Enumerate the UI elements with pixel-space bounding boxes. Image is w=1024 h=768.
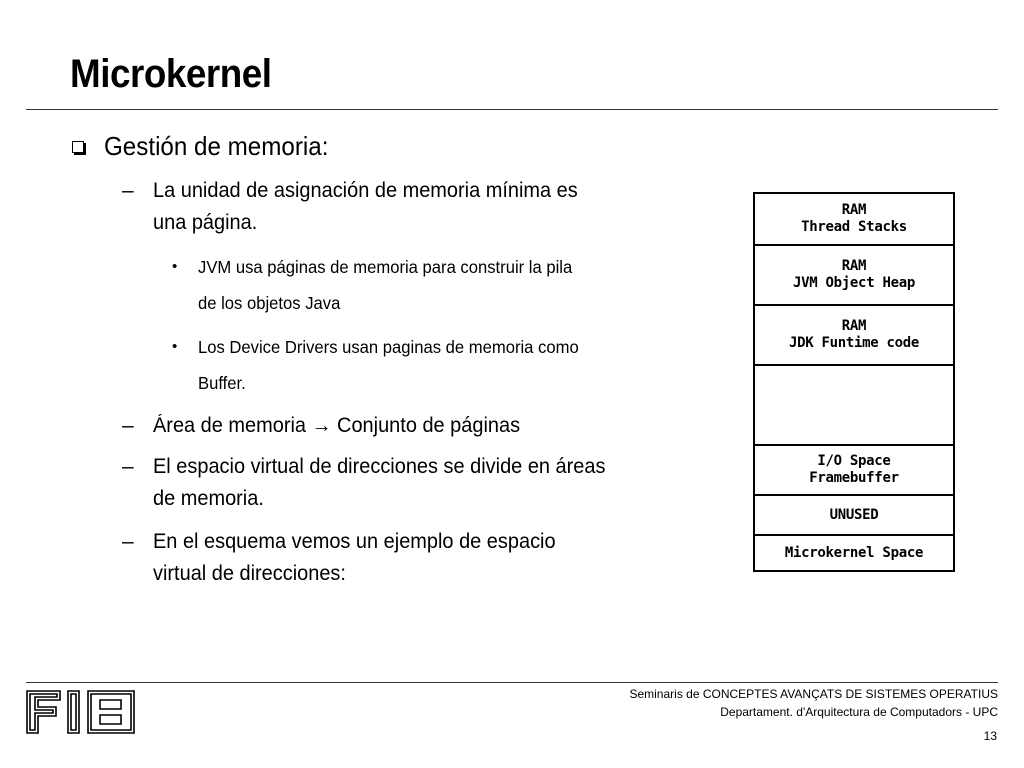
- memory-block-unused: [755, 494, 953, 534]
- dash-marker: –: [122, 179, 134, 202]
- memory-block-line: Microkernel Space: [784, 544, 924, 561]
- memory-block-line: JDK Funtime code: [788, 335, 920, 351]
- dot-item: [172, 329, 692, 401]
- dash-marker: –: [122, 414, 134, 437]
- dot-item-line: Buffer.: [198, 373, 246, 393]
- dash-item-line: El espacio virtual de direcciones se divide en áreas: [153, 455, 606, 478]
- memory-block-line: UNUSED: [829, 506, 879, 523]
- memory-block-framebuffer: [755, 444, 953, 494]
- dash-item: [122, 410, 692, 442]
- memory-block-microkernel-space: [755, 534, 953, 570]
- footer-seminar-name: Seminaris de CONCEPTES AVANÇATS DE SISTEMES OPERATIUS: [629, 687, 998, 701]
- dot-item: [172, 249, 692, 321]
- dash-item: [122, 175, 692, 239]
- dash-item-line: La unidad de asignación de memoria mínima es: [153, 179, 578, 202]
- dash-item-line: una página.: [153, 211, 258, 234]
- dot-item-line: Los Device Drivers usan paginas de memoria como: [198, 337, 579, 357]
- dot-marker: •: [172, 338, 178, 355]
- memory-map-diagram: [753, 192, 955, 572]
- fib-logo: [26, 690, 138, 734]
- memory-block-line: RAM: [841, 318, 867, 334]
- memory-block-runtime-code: [755, 304, 953, 364]
- memory-block-object-heap: [755, 244, 953, 304]
- square-bullet-icon: [72, 141, 84, 153]
- memory-block-line: Framebuffer: [809, 470, 899, 486]
- footer-divider: [26, 682, 998, 683]
- dot-item-line: JVM usa páginas de memoria para construir la pila: [198, 257, 573, 277]
- memory-block-line: Thread Stacks: [801, 219, 907, 235]
- memory-block-thread-stacks: [755, 194, 953, 244]
- dash-item-line: En el esquema vemos un ejemplo de espacio: [153, 530, 556, 553]
- dash-item-line: virtual de direcciones:: [153, 562, 346, 585]
- dash-item-line: de memoria.: [153, 487, 264, 510]
- memory-block-line: I/O Space: [817, 453, 891, 469]
- memory-block-line: RAM: [841, 258, 867, 274]
- memory-block-empty: [755, 364, 953, 444]
- title-divider: [26, 109, 998, 110]
- memory-block-line: JVM Object Heap: [793, 275, 915, 291]
- dash-marker: –: [122, 455, 134, 478]
- dash-item: [122, 526, 692, 590]
- memory-block-line: RAM: [841, 202, 867, 218]
- page-number: 13: [983, 729, 997, 743]
- dash-item: [122, 451, 692, 515]
- dot-item-line: de los objetos Java: [198, 293, 341, 313]
- slide-title: Microkernel: [70, 52, 272, 96]
- dot-marker: •: [172, 258, 178, 275]
- dash-item-line: Área de memoria → Conjunto de páginas: [153, 414, 521, 437]
- main-bullet: [72, 130, 345, 162]
- main-bullet-text: Gestión de memoria:: [104, 131, 329, 161]
- footer-department: Departament. d'Arquitectura de Computadors - UPC: [720, 705, 998, 719]
- dash-marker: –: [122, 530, 134, 553]
